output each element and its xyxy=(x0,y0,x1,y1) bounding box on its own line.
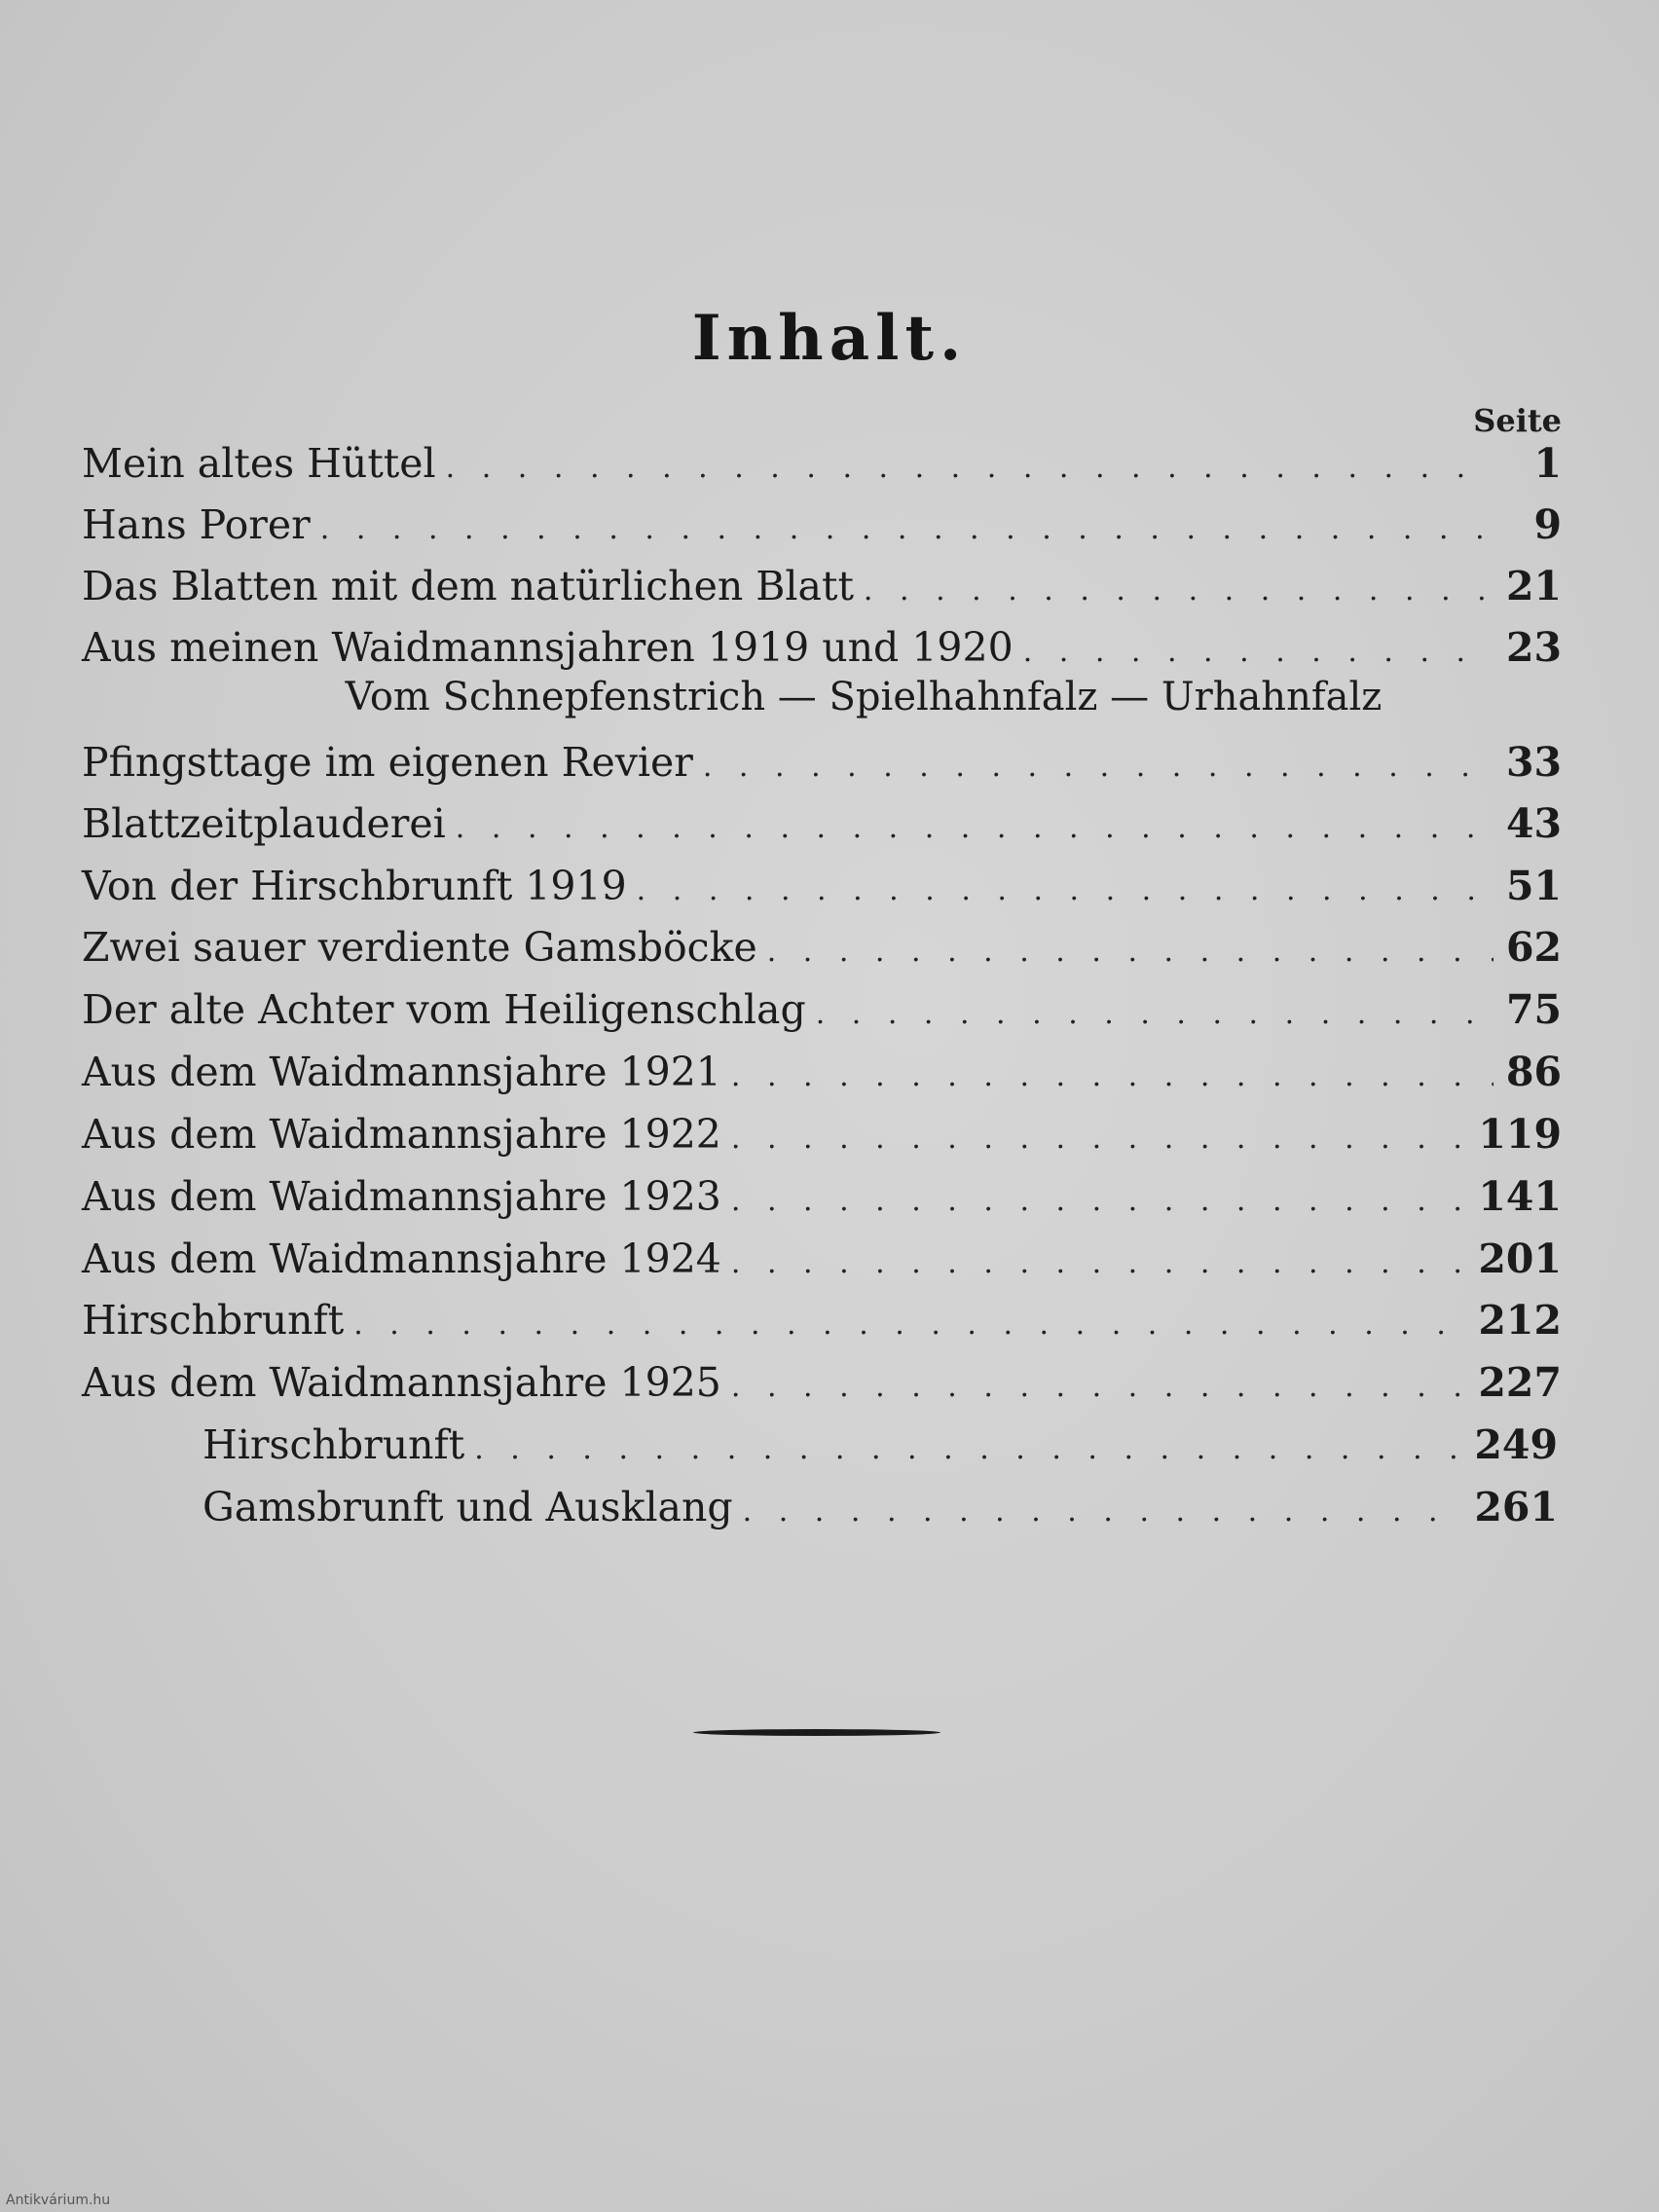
toc-entry-page: 43 xyxy=(1505,800,1562,847)
toc-entry-page: 33 xyxy=(1505,739,1562,786)
toc-entry xyxy=(82,1111,1562,1165)
toc-entry-page: 212 xyxy=(1478,1297,1562,1344)
toc-entry-title: Pfingsttage im eigenen Revier xyxy=(82,739,693,786)
toc-entry-page: 1 xyxy=(1533,440,1562,487)
leader-dots xyxy=(1023,635,1493,669)
toc-entry-subtitle: Vom Schnepfenstrich — Spielhahnfalz — Urhahnfalz xyxy=(345,675,1382,719)
toc-entry-page: 23 xyxy=(1505,624,1562,671)
leader-dots xyxy=(731,1059,1493,1093)
toc-entry-page: 141 xyxy=(1478,1173,1562,1220)
toc-entry-title: Hans Porer xyxy=(82,501,311,548)
toc-entry-page: 86 xyxy=(1505,1049,1562,1095)
toc-entry xyxy=(82,440,1562,495)
leader-dots xyxy=(816,997,1493,1031)
leader-dots xyxy=(703,750,1493,784)
leader-dots xyxy=(446,451,1493,485)
leader-dots xyxy=(731,1184,1469,1218)
toc-entry-page: 62 xyxy=(1505,924,1562,971)
toc-entry xyxy=(82,501,1562,556)
toc-subentry xyxy=(203,1421,1558,1476)
leader-dots xyxy=(456,811,1493,845)
toc-entry-title: Blattzeitplauderei xyxy=(82,800,446,847)
toc-entry xyxy=(82,800,1562,855)
toc-entry-page: 249 xyxy=(1474,1421,1558,1468)
toc-entry xyxy=(82,563,1562,617)
toc-entry-page: 119 xyxy=(1478,1111,1562,1158)
toc-entry-page: 261 xyxy=(1474,1484,1558,1530)
toc-entry-page: 21 xyxy=(1505,563,1562,609)
leader-dots xyxy=(731,1246,1469,1280)
leader-dots xyxy=(743,1494,1465,1529)
toc-entry-title: Der alte Achter vom Heiligenschlag xyxy=(82,986,806,1033)
leader-dots xyxy=(731,1370,1469,1404)
toc-subentry xyxy=(203,1484,1558,1538)
toc-entry-title: Aus dem Waidmannsjahre 1924 xyxy=(82,1235,721,1282)
toc-entry xyxy=(82,1235,1562,1290)
toc-entry-page: 51 xyxy=(1505,863,1562,909)
toc-entry xyxy=(82,924,1562,978)
leader-dots xyxy=(320,512,1493,546)
toc-entry-title: Hirschbrunft xyxy=(82,1297,345,1344)
toc-entry xyxy=(82,739,1562,793)
toc-entry-title: Zwei sauer verdiente Gamsböcke xyxy=(82,924,757,971)
leader-dots xyxy=(731,1122,1469,1156)
toc-entry-title: Mein altes Hüttel xyxy=(82,440,436,487)
toc-entry xyxy=(82,986,1562,1041)
toc-entry xyxy=(82,624,1562,679)
toc-entry-title: Das Blatten mit dem natürlichen Blatt xyxy=(82,563,854,609)
toc-entry-title: Hirschbrunft xyxy=(203,1421,465,1468)
toc-entry-title: Aus dem Waidmannsjahre 1923 xyxy=(82,1173,721,1220)
page-title: Inhalt. xyxy=(691,302,968,375)
leader-dots xyxy=(474,1432,1464,1466)
toc-entry-page: 9 xyxy=(1533,501,1562,548)
decorative-rule xyxy=(693,1729,940,1736)
leader-dots xyxy=(353,1308,1468,1342)
toc-entry xyxy=(82,1049,1562,1103)
leader-dots xyxy=(637,873,1493,907)
toc-entry xyxy=(82,1173,1562,1228)
toc-entry-title: Aus meinen Waidmannsjahren 1919 und 1920 xyxy=(82,624,1014,671)
toc-entry-title: Aus dem Waidmannsjahre 1921 xyxy=(82,1049,721,1095)
toc-entry-title: Aus dem Waidmannsjahre 1922 xyxy=(82,1111,721,1158)
toc-entry-page: 227 xyxy=(1478,1359,1562,1406)
toc-entry xyxy=(82,1297,1562,1351)
leader-dots xyxy=(864,573,1493,608)
watermark: Antikvárium.hu xyxy=(6,2193,111,2208)
toc-entry xyxy=(82,1359,1562,1414)
toc-entry-title: Gamsbrunft und Ausklang xyxy=(203,1484,733,1530)
toc-entry-title: Aus dem Waidmannsjahre 1925 xyxy=(82,1359,721,1406)
toc-entry-title: Von der Hirschbrunft 1919 xyxy=(82,863,627,909)
page-column-header: Seite xyxy=(1473,402,1562,439)
toc-entry-page: 201 xyxy=(1478,1235,1562,1282)
toc-entry-page: 75 xyxy=(1505,986,1562,1033)
toc-entry xyxy=(82,863,1562,917)
leader-dots xyxy=(767,935,1493,969)
